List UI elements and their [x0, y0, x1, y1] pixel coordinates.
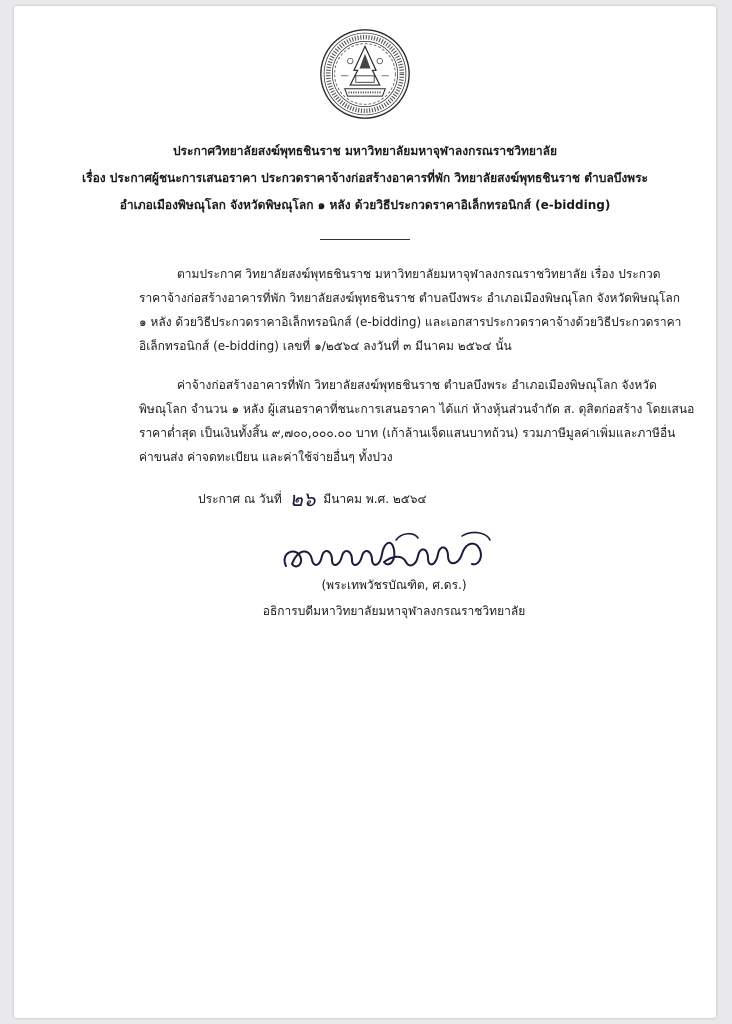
heading-divider [320, 239, 410, 240]
body-paragraph-2 [139, 373, 699, 469]
paragraph-1-line-1: ตามประกาศ วิทยาลัยสงฆ์พุทธชินราช มหาวิทยาลัยมหาจุฬาลงกรณราชวิทยาลัย เรื่อง ประกวด [177, 267, 661, 281]
paragraph-1-line-4: อิเล็กทรอนิกส์ (e-bidding) เลขที่ ๑/๒๕๖๔ ลงวันที่ ๓ มีนาคม ๒๕๖๔ นั้น [139, 339, 512, 353]
date-prefix: ประกาศ ณ วันที่ [198, 492, 282, 506]
paragraph-1-line-2: ราคาจ้างก่อสร้างอาคารที่พัก วิทยาลัยสงฆ์พุทธชินราช ตำบลบึงพระ อำเภอเมืองพิษณุโลก จังหวัดพิษณุโลก [139, 291, 681, 305]
paragraph-1-line-3: ๑ หลัง ด้วยวิธีประกวดราคาอิเล็กทรอนิกส์ (e-bidding) และเอกสารประกวดราคาจ้างด้วยวิธีประกวดราคา [139, 315, 682, 329]
paragraph-2-line-3: ราคาต่ำสุด เป็นเงินทั้งสิ้น ๙,๗๐๐,๐๐๐.๐๐ บาท (เก้าล้านเจ็ดแสนบาทถ้วน) รวมภาษีมูลค่าเพิ่มและภาษีอื่น [139, 426, 676, 440]
paragraph-2-line-1: ค่าจ้างก่อสร้างอาคารที่พัก วิทยาลัยสงฆ์พุทธชินราช ตำบลบึงพระ อำเภอเมืองพิษณุโลก จังหวัด [177, 378, 657, 392]
date-month-year: มีนาคม พ.ศ. ๒๕๖๔ [323, 492, 427, 506]
heading-line-1: ประกาศวิทยาลัยสงฆ์พุทธชินราช มหาวิทยาลัยมหาจุฬาลงกรณราชวิทยาลัย [172, 144, 558, 158]
paragraph-2-line-4: ค่าขนส่ง ค่าจดทะเบียน และค่าใช้จ่ายอื่นๆ ทั้งปวง [139, 450, 393, 464]
announcement-heading [44, 138, 686, 219]
paragraph-2-line-2: พิษณุโลก จำนวน ๑ หลัง ผู้เสนอราคาที่ชนะการเสนอราคา ได้แก่ ห้างหุ้นส่วนจำกัด ส. ดุสิตก่อสร้าง โดยเสนอ [139, 402, 695, 416]
heading-line-2: เรื่อง ประกาศผู้ชนะการเสนอราคา ประกวดราคาจ้างก่อสร้างอาคารที่พัก วิทยาลัยสงฆ์พุทธชินราช ตำบลบึงพระ [82, 171, 648, 185]
signatory-name: (พระเทพวัชรบัณฑิต, ศ.ดร.) [321, 578, 467, 592]
handwritten-signature [276, 526, 496, 580]
heading-line-3: อำเภอเมืองพิษณุโลก จังหวัดพิษณุโลก ๑ หลัง ด้วยวิธีประกวดราคาอิเล็กทรอนิกส์ (e-bidding) [119, 198, 611, 212]
signatory-position: อธิการบดีมหาวิทยาลัยมหาจุฬาลงกรณราชวิทยาลัย [262, 604, 526, 618]
document-page [14, 6, 716, 1018]
handwritten-day: ๒๖ [289, 487, 316, 511]
university-seal-icon [319, 28, 411, 120]
announcement-date [198, 488, 427, 510]
body-paragraph-1 [139, 262, 699, 358]
